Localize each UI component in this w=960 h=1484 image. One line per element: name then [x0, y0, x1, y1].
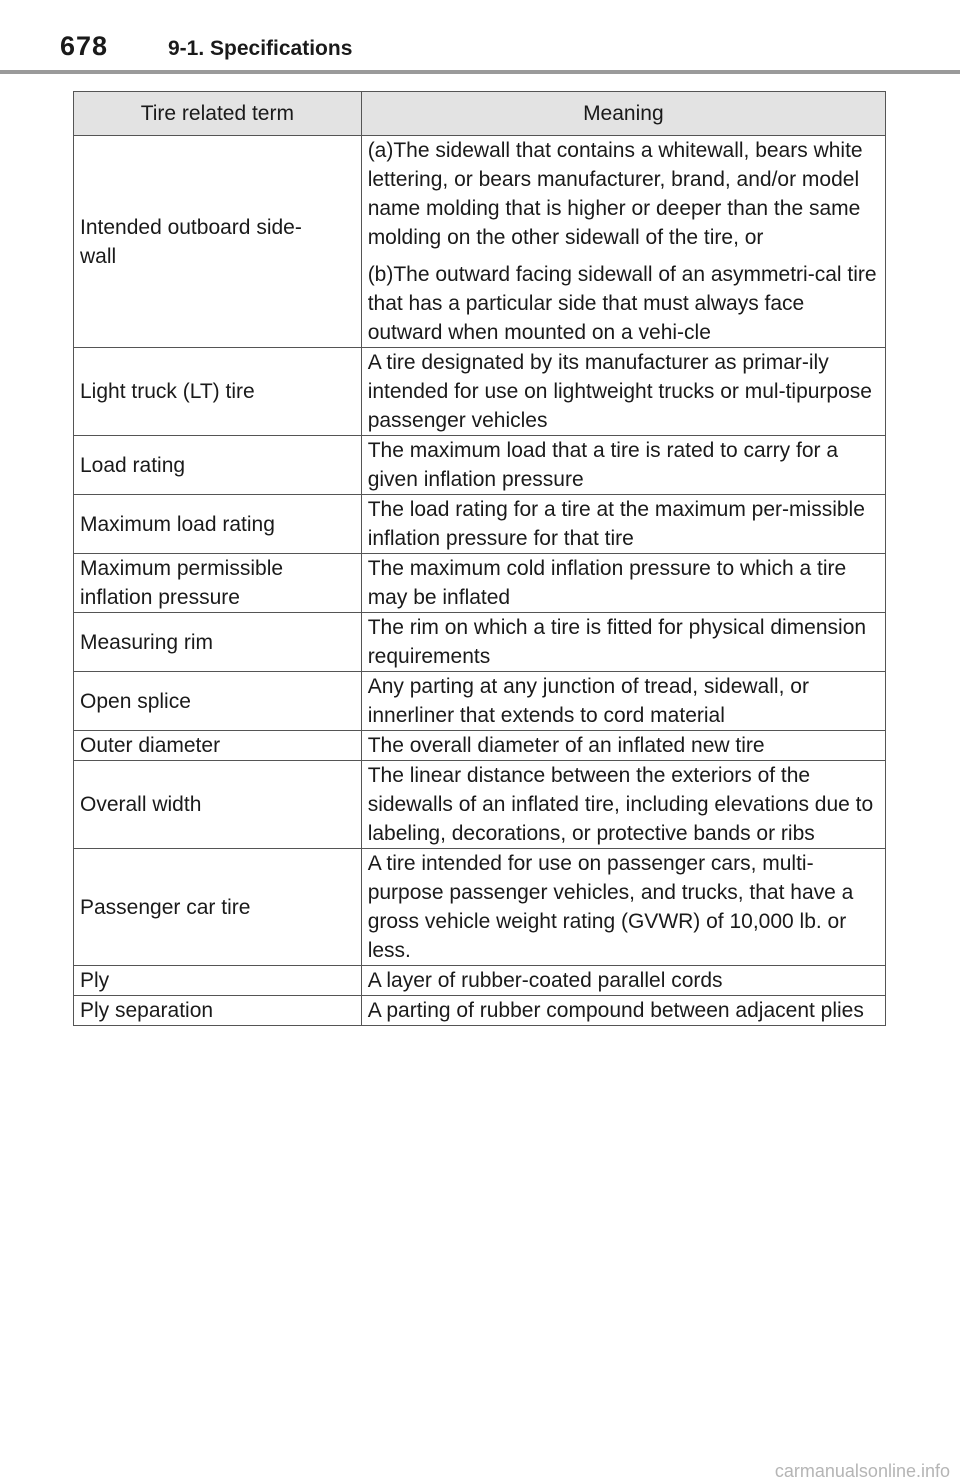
term-text: Outer diameter — [80, 734, 221, 757]
meaning-text: The linear distance between the exteriors of the sidewalls of an inflated tire, including elevations due to labeling, decorations, or protective bands or ribs — [367, 764, 874, 845]
meaning-cell — [361, 136, 885, 348]
meaning-cell — [361, 613, 885, 672]
term-cell — [74, 554, 362, 613]
table-header-row — [74, 92, 886, 136]
table-row — [74, 136, 886, 348]
term-text: Ply separation — [80, 999, 214, 1022]
table-row — [74, 731, 886, 761]
meaning-text: The maximum cold inflation pressure to which a tire may be inflated — [367, 557, 847, 609]
term-cell — [74, 731, 362, 761]
table-row — [74, 849, 886, 966]
table-row — [74, 672, 886, 731]
term-cell — [74, 849, 362, 966]
term-text: Passenger car tire — [80, 895, 251, 919]
term-text: Overall width — [80, 793, 202, 816]
meaning-cell — [361, 348, 885, 436]
table-row — [74, 554, 886, 613]
meaning-text: (a)The sidewall that contains a whitewall, bears white lettering, or bears manufacturer, brand, and/or model name molding that is higher or deeper than the same molding on the other sidewall of the tire, or — [367, 139, 863, 249]
meaning-text: The rim on which a tire is fitted for physical dimension requirements — [367, 616, 867, 668]
meaning-text: A parting of rubber compound between adjacent plies — [367, 999, 864, 1022]
term-cell — [74, 436, 362, 495]
column-header-term: Tire related term — [74, 92, 362, 136]
meaning-text: (b)The outward facing sidewall of an asymmetri-cal tire that has a particular side that must always face outward when mounted on a vehi-cle — [367, 263, 877, 344]
term-cell — [74, 136, 362, 348]
term-cell — [74, 348, 362, 436]
section-title: 9-1. Specifications — [168, 37, 353, 60]
term-cell — [74, 966, 362, 996]
watermark: carmanualsonline.info — [774, 1461, 950, 1481]
meaning-cell — [361, 966, 885, 996]
table-row — [74, 613, 886, 672]
column-header-meaning: Meaning — [361, 92, 885, 136]
table-row — [74, 348, 886, 436]
term-text: Ply — [80, 969, 110, 992]
meaning-text: Any parting at any junction of tread, sidewall, or innerliner that extends to cord material — [367, 675, 809, 727]
meaning-text: The load rating for a tire at the maximum per-missible inflation pressure for that tire — [367, 498, 865, 550]
term-cell — [74, 613, 362, 672]
term-text: Load rating — [80, 453, 186, 477]
meaning-text: A tire intended for use on passenger cars, multi-purpose passenger vehicles, and trucks, that have a gross vehicle weight rating (GVWR) of 10,000 lb. or less. — [367, 852, 854, 962]
table-body — [74, 136, 886, 1026]
meaning-cell — [361, 731, 885, 761]
term-text: Measuring rim — [80, 630, 214, 654]
table-row — [74, 436, 886, 495]
term-text: Maximum permissible inflation pressure — [80, 557, 284, 609]
page-number: 678 — [60, 31, 109, 61]
table-row — [74, 761, 886, 849]
term-cell — [74, 996, 362, 1026]
meaning-text: The maximum load that a tire is rated to carry for a given inflation pressure — [367, 439, 839, 491]
meaning-text: A layer of rubber-coated parallel cords — [367, 969, 723, 992]
term-text: Open splice — [80, 689, 191, 713]
header-divider — [0, 70, 960, 74]
meaning-cell — [361, 996, 885, 1026]
meaning-cell — [361, 554, 885, 613]
meaning-cell — [361, 495, 885, 554]
meaning-text: A tire designated by its manufacturer as primar-ily intended for use on lightweight trucks or mul-tipurpose passenger vehicles — [367, 351, 872, 432]
term-text: Intended outboard side- wall — [80, 215, 302, 268]
meaning-cell — [361, 849, 885, 966]
meaning-cell — [361, 672, 885, 731]
meaning-cell — [361, 436, 885, 495]
meaning-text: The overall diameter of an inflated new tire — [367, 734, 765, 757]
table-row — [74, 996, 886, 1026]
table-row — [74, 966, 886, 996]
term-text: Light truck (LT) tire — [80, 380, 255, 403]
meaning-cell — [361, 761, 885, 849]
term-cell — [74, 761, 362, 849]
page-header — [0, 0, 960, 76]
table-row — [74, 495, 886, 554]
term-cell — [74, 672, 362, 731]
tire-terms-table — [73, 91, 886, 1026]
term-cell — [74, 495, 362, 554]
term-text: Maximum load rating — [80, 512, 275, 536]
